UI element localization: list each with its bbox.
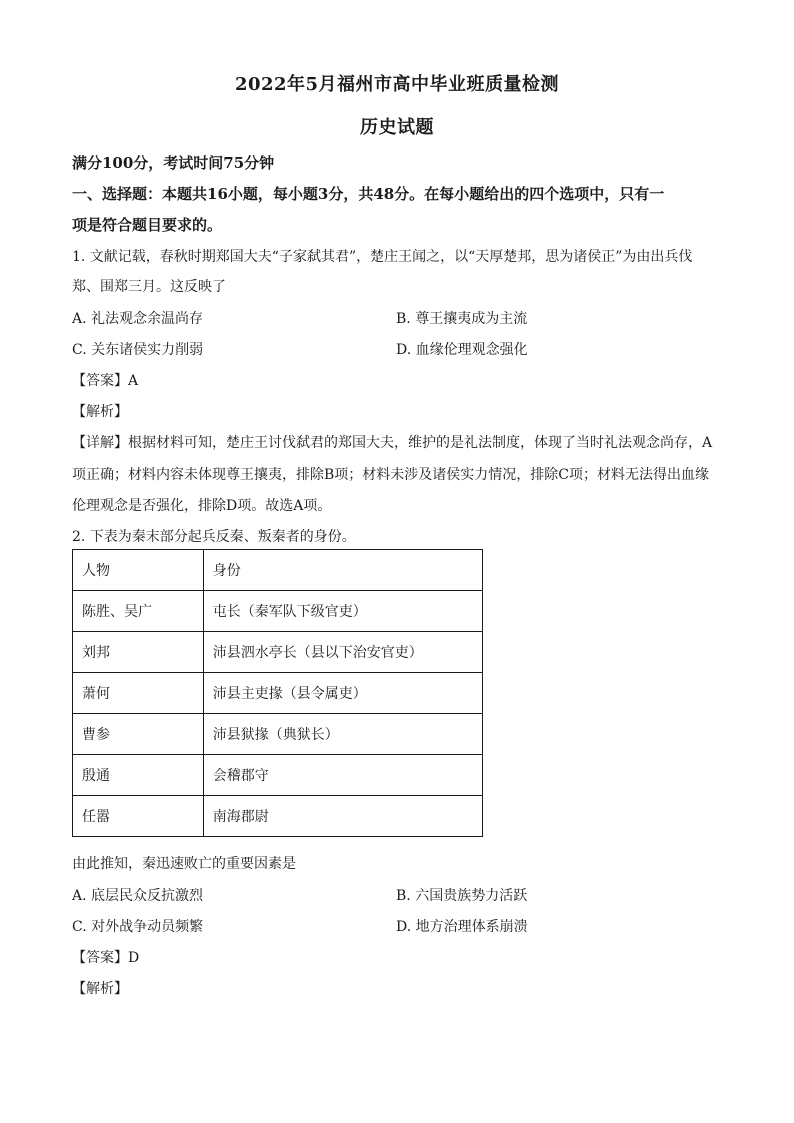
q1-option-a: A. 礼法观念余温尚存	[72, 311, 204, 327]
q2-option-b: B. 六国贵族势力活跃	[396, 888, 528, 904]
table-cell-person: 任嚣	[73, 796, 204, 837]
table-cell-person: 殷通	[73, 755, 204, 796]
q1-detail-line1	[72, 432, 712, 452]
table-header-cell: 人物	[73, 550, 204, 591]
answer-tag: 【答案】	[72, 373, 128, 389]
table-cell-identity: 沛县主吏掾（县令属吏）	[203, 673, 482, 714]
table-cell-person: 刘邦	[73, 632, 204, 673]
table-cell-identity: 屯长（秦军队下级官吏）	[203, 591, 482, 632]
q1-stem-line1: 1. 文献记载，春秋时期郑国大夫“子家弑其君”，楚庄王闻之，以“天厚楚邦，思为诸侯正”为由出兵伐	[72, 249, 693, 265]
q1-detail-line2: 项正确；材料内容未体现尊王攘夷，排除B项；材料未涉及诸侯实力情况，排除C项；材料无法得出血缘	[72, 467, 709, 483]
q2-stem: 2. 下表为秦末部分起兵反秦、叛秦者的身份。	[72, 529, 356, 545]
table-row	[73, 755, 483, 796]
page-subtitle: 历史试题	[360, 117, 434, 138]
q2-option-a: A. 底层民众反抗激烈	[72, 888, 204, 904]
table-header-cell: 身份	[203, 550, 482, 591]
detail-tag: 【详解】	[72, 435, 128, 451]
table-row	[73, 796, 483, 837]
table-row	[73, 591, 483, 632]
table-header-row	[73, 550, 483, 591]
table-cell-identity: 沛县狱掾（典狱长）	[203, 714, 482, 755]
section-heading-line2: 项是符合题目要求的。	[72, 216, 223, 234]
identity-table	[72, 549, 483, 837]
table-cell-person: 萧何	[73, 673, 204, 714]
q1-option-c: C. 关东诸侯实力削弱	[72, 342, 204, 358]
answer-tag: 【答案】	[72, 950, 128, 966]
exam-info: 满分100分，考试时间75分钟	[72, 154, 275, 172]
q2-option-c: C. 对外战争动员频繁	[72, 919, 204, 935]
q2-analysis-tag: 【解析】	[72, 981, 128, 997]
q2-answer	[72, 947, 139, 967]
answer-value: D	[128, 950, 140, 966]
q1-analysis-tag: 【解析】	[72, 404, 128, 420]
q1-stem-line2: 郑、围郑三月。这反映了	[72, 279, 226, 295]
table-row	[73, 632, 483, 673]
table-cell-identity: 沛县泗水亭长（县以下治安官吏）	[203, 632, 482, 673]
q2-option-d: D. 地方治理体系崩溃	[396, 919, 528, 935]
q2-after-text: 由此推知，秦迅速败亡的重要因素是	[72, 856, 296, 872]
q1-option-b: B. 尊王攘夷成为主流	[396, 311, 528, 327]
table-cell-identity: 会稽郡守	[203, 755, 482, 796]
section-heading-line1: 一、选择题：本题共16小题，每小题3分，共48分。在每小题给出的四个选项中，只有一	[72, 185, 665, 203]
q1-answer	[72, 370, 138, 390]
answer-value: A	[128, 373, 139, 389]
page-title: 2022年5月福州市高中毕业班质量检测	[234, 74, 560, 95]
table-cell-person: 曹参	[73, 714, 204, 755]
table-cell-identity: 南海郡尉	[203, 796, 482, 837]
table-cell-person: 陈胜、吴广	[73, 591, 204, 632]
table-row	[73, 714, 483, 755]
table-row	[73, 673, 483, 714]
q1-detail-line3: 伦理观念是否强化，排除D项。故选A项。	[72, 498, 332, 514]
q1-option-d: D. 血缘伦理观念强化	[396, 342, 528, 358]
detail-text: 根据材料可知，楚庄王讨伐弑君的郑国大夫，维护的是礼法制度，体现了当时礼法观念尚存，A	[128, 435, 713, 451]
